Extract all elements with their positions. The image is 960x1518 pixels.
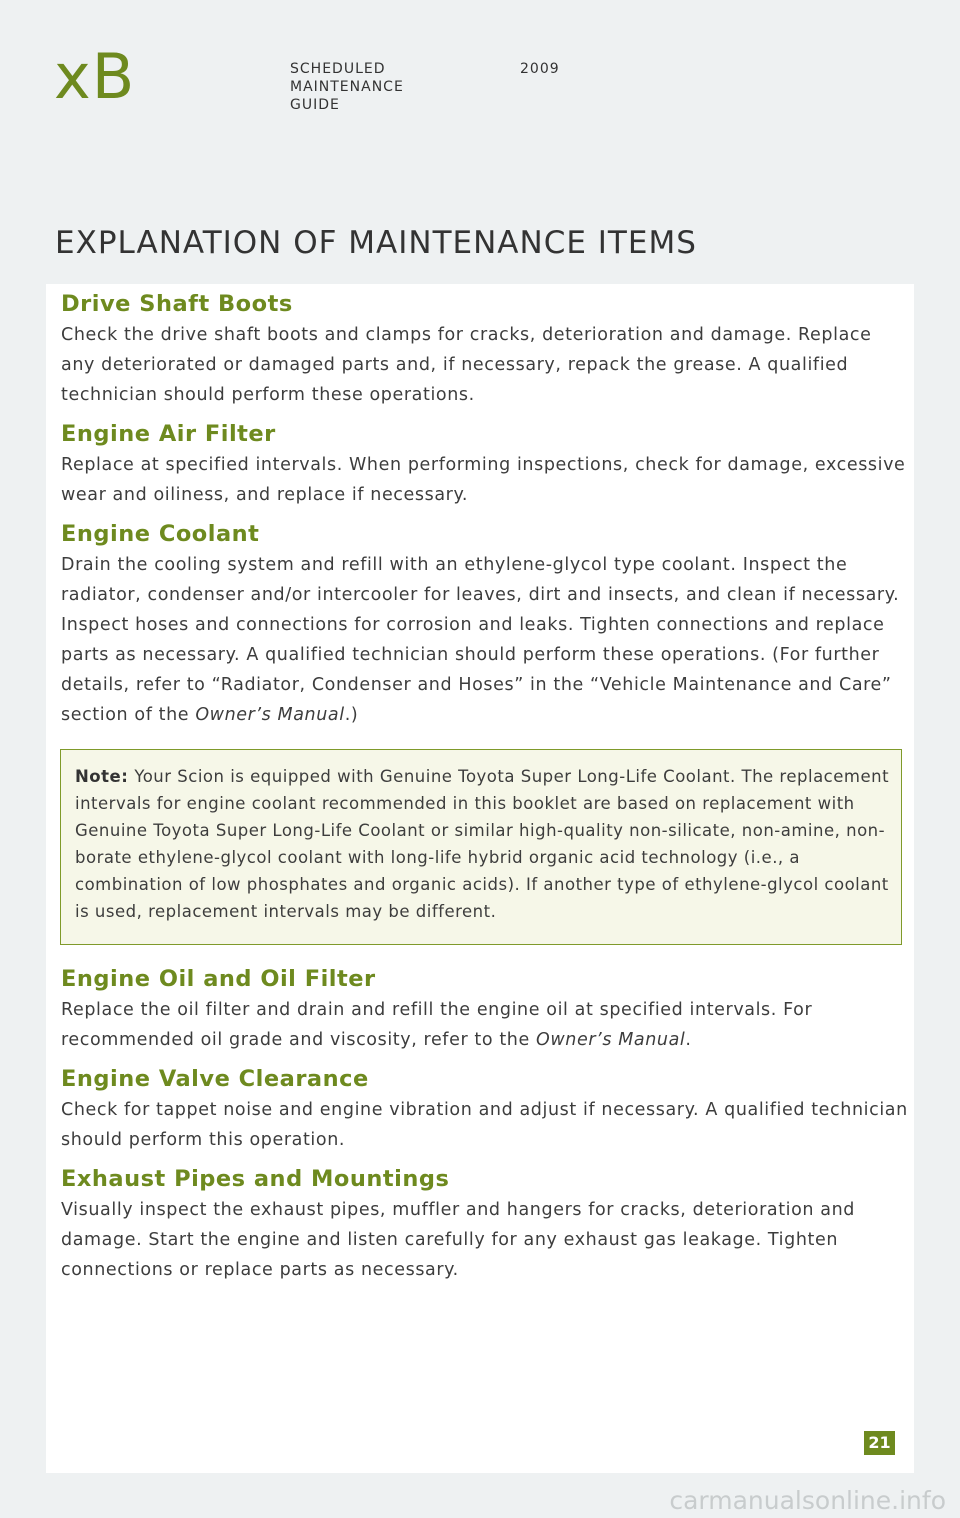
item-description-end: . xyxy=(685,1030,692,1050)
item-description: Visually inspect the exhaust pipes, muffler and hangers for cracks, deterioration and damage. Start the engine and listen carefully for any exhaust gas leakage. Tighten connections or replace parts as necessary. xyxy=(61,1200,855,1280)
document-title-line: SCHEDULED xyxy=(290,61,386,77)
item-description: Check for tappet noise and engine vibration and adjust if necessary. A qualified technician should perform this operation. xyxy=(61,1100,908,1150)
document-title-line: GUIDE xyxy=(290,97,340,113)
item-description: Check the drive shaft boots and clamps for cracks, deterioration and damage. Replace any deteriorated or damaged parts and, if necessary, repack the grease. A qualified technician should perform these operations. xyxy=(61,325,872,405)
item-description-end: .) xyxy=(344,705,359,725)
item-description-text: Drain the cooling system and refill with an ethylene-glycol type coolant. Inspect the radiator, condenser and/or intercooler for leaves, dirt and insects, and clean if necessary. Inspect hoses and connections for corrosion and leaks. Tighten connections and replace parts as necessary. A qualified technician should perform these operations. (For further details, refer to “Radiator, Condenser and Hoses” in the “Vehicle Maintenance and Care” section of the xyxy=(61,555,900,725)
item-title: Exhaust Pipes and Mountings xyxy=(61,1166,450,1192)
item-title: Engine Valve Clearance xyxy=(61,1066,369,1092)
item-title: Engine Coolant xyxy=(61,521,260,547)
section-title: EXPLANATION OF MAINTENANCE ITEMS xyxy=(55,225,697,261)
item-description-text: Replace the oil filter and drain and refill the engine oil at specified intervals. For recommended oil grade and viscosity, refer to the xyxy=(61,1000,813,1050)
item-title: Engine Air Filter xyxy=(61,421,276,447)
item-title: Engine Oil and Oil Filter xyxy=(61,966,376,992)
item-description: Replace at specified intervals. When performing inspections, check for damage, excessive wear and oiliness, and replace if necessary. xyxy=(61,455,906,505)
item-description xyxy=(61,995,911,1055)
maintenance-item xyxy=(61,1063,911,1155)
item-description xyxy=(61,550,911,730)
watermark: carmanualsonline.info xyxy=(669,1486,946,1515)
document-year: 2009 xyxy=(520,61,560,77)
maintenance-items xyxy=(61,288,911,1293)
maintenance-item xyxy=(61,418,911,510)
maintenance-item xyxy=(61,963,911,1055)
manual-reference: Owner’s Manual xyxy=(536,1030,686,1050)
brand-logo: xB xyxy=(54,40,136,113)
maintenance-item xyxy=(61,1163,911,1285)
item-title: Drive Shaft Boots xyxy=(61,291,293,317)
coolant-note xyxy=(60,749,902,945)
page-number: 21 xyxy=(864,1431,895,1455)
note-label: Note: xyxy=(75,767,129,786)
maintenance-item xyxy=(61,518,911,730)
maintenance-item xyxy=(61,288,911,410)
document-title xyxy=(290,60,404,114)
document-title-line: MAINTENANCE xyxy=(290,79,404,95)
manual-reference: Owner’s Manual xyxy=(195,705,345,725)
content-panel xyxy=(46,284,914,1473)
note-text: Your Scion is equipped with Genuine Toyota Super Long-Life Coolant. The replacement intervals for engine coolant recommended in this booklet are based on replacement with Genuine Toyota Super Long-Life Coolant or similar high-quality non-silicate, non-amine, non-borate ethylene-glycol coolant with long-life hybrid organic acid technology (i.e., a combination of low phosphates and organic acids). If another type of ethylene-glycol coolant is used, replacement intervals may be different. xyxy=(75,767,890,921)
